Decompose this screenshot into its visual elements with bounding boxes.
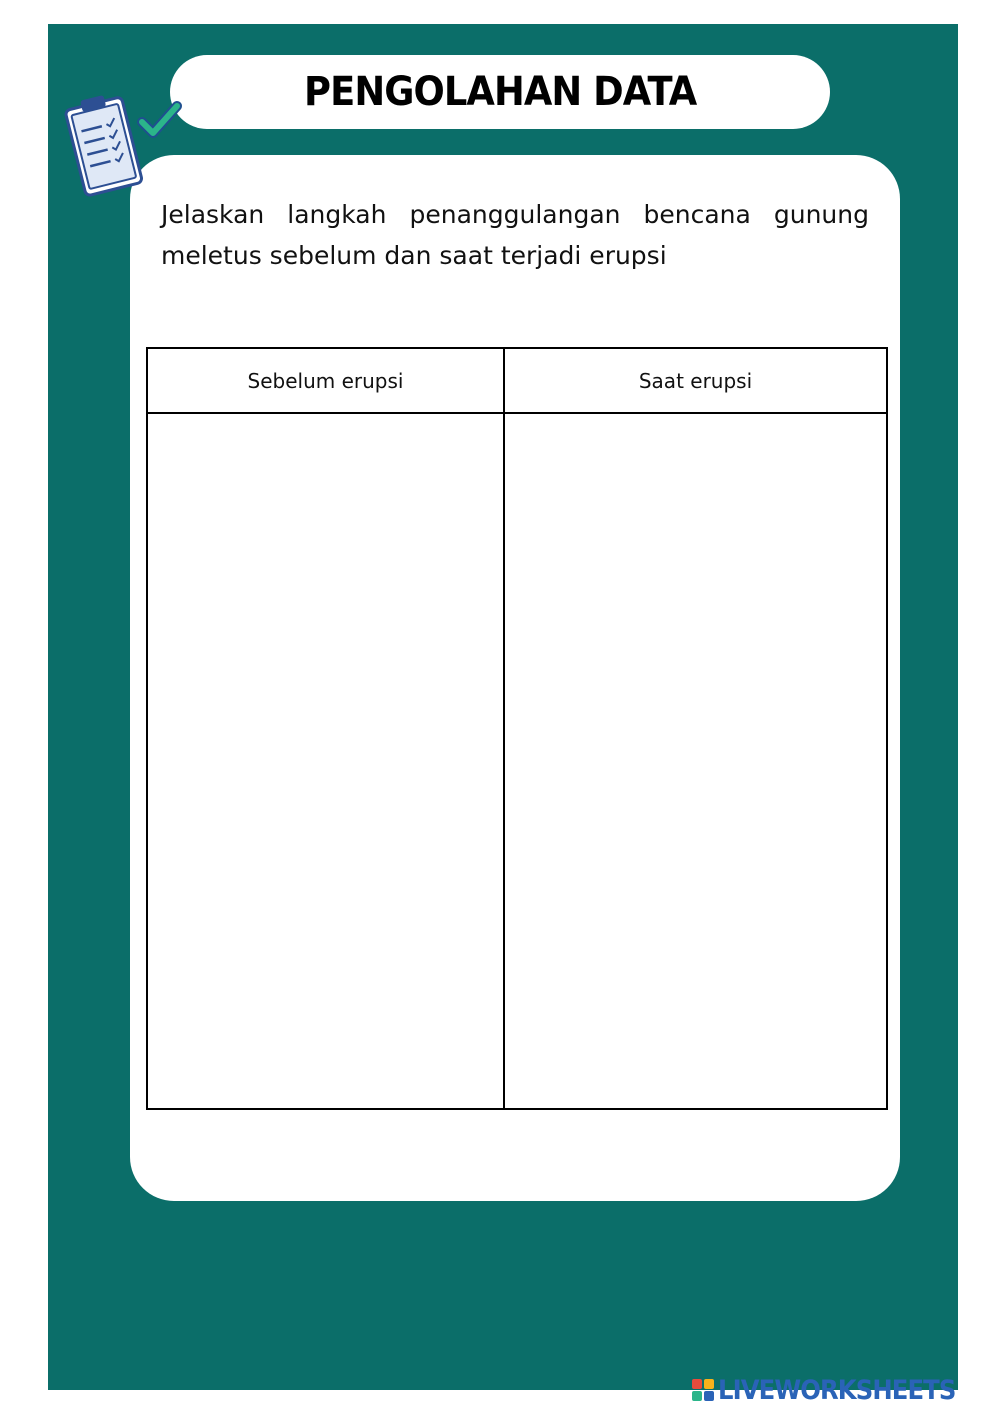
answer-cell-sebelum[interactable] — [147, 413, 504, 1109]
table-header-row — [147, 348, 887, 413]
page-title: PENGOLAHAN DATA — [303, 69, 697, 115]
answer-cell-saat[interactable] — [504, 413, 887, 1109]
table-row — [147, 413, 887, 1109]
brand-name: LIVEWORKSHEETS — [718, 1374, 956, 1406]
column-header-saat: Saat erupsi — [504, 348, 887, 413]
checkmark-icon — [142, 106, 177, 133]
logo-grid-icon — [692, 1379, 714, 1401]
column-header-sebelum: Sebelum erupsi — [147, 348, 504, 413]
instruction-text: Jelaskan langkah penanggulangan bencana gunung meletus sebelum dan saat terjadi erupsi — [161, 200, 869, 270]
answer-table — [146, 347, 888, 1110]
title-banner — [170, 55, 830, 129]
clipboard-checklist-icon — [60, 88, 190, 200]
liveworksheets-logo — [692, 1373, 982, 1407]
